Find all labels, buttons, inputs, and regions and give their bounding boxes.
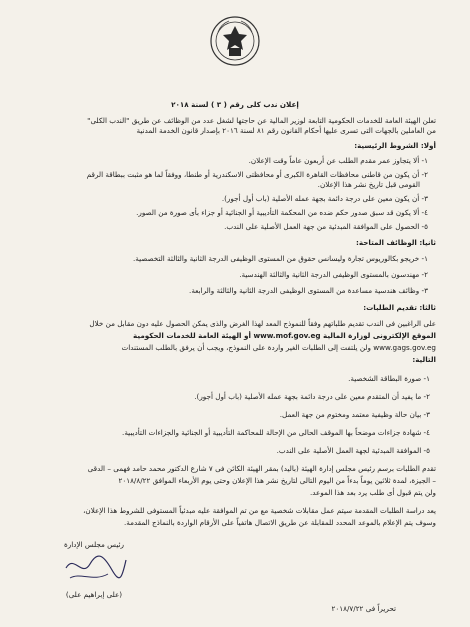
date-line: تحريراً فى ٢٠١٨/٧/٢٢	[331, 604, 396, 613]
section-title: ثانيا: الوظائف المتاحة:	[355, 238, 436, 247]
announcement-title: إعلان ندب كلى رقم ( ٣ ) لسنة ٢٠١٨	[171, 100, 299, 109]
list-item: ٢- ما يفيد أن المتقدم معين على درجة دائمة بجهة عمله الأصلية (باب أول أجور).	[194, 392, 430, 401]
list-item: ٣- بيان حالة وظيفية معتمد ومختوم من جهة العمل.	[279, 410, 430, 419]
list-item: ٢- أن يكون من قاطنى محافظات القاهرة الكبرى أو محافظتى الاسكندرية أو طنطا، ووفقاً لما هو مثبت ببطاقة الرقم	[86, 170, 428, 179]
list-item: ٤- شهادة جزاءات موضحاً بها الموقف الحالى من الإحالة للمحاكمة التأديبية أو الجنائية والجزاءات التأديبية.	[122, 428, 430, 437]
body-line: على الراغبين فى الندب تقديم طلباتهم وفقاً للنموذج المعد لهذا الغرض والذى يمكن الحصول عليه دون مقابل من خلال	[89, 319, 436, 328]
list-item: ٢- مهندسون بالمستوى الوظيفى الدرجة الثانية والثالثة الهندسية.	[239, 270, 428, 279]
body-line: التالية:	[412, 355, 436, 364]
signature-role: رئيس مجلس الإدارة	[64, 540, 124, 549]
signature-name: (على إبراهيم على)	[65, 590, 123, 599]
intro-line: من العاملين بالجهات التى تسرى عليها أحكام القانون رقم ٨١ لسنة ٢٠١٦ بإصدار قانون الخدمة المدنية	[136, 126, 436, 135]
list-item: ٣- أن يكون معين على درجة دائمة بجهة عمله الأصلية (باب أول أجور).	[221, 194, 428, 203]
list-item: ١- صورة البطاقة الشخصية.	[348, 374, 430, 383]
intro-line: تعلن الهيئة العامة للخدمات الحكومية التابعة لوزير المالية عن حاجتها لشغل عدد من الوظائف عن طريق "الندب الكلى"	[87, 116, 436, 125]
list-item: ٣- وظائف هندسية مساعدة من المستوى الوظيفى الدرجة الثانية والثالثة والرابعة.	[189, 286, 428, 295]
list-item: ١- خريجو بكالوريوس تجارة وليسانس حقوق من المستوى الوظيفى الدرجة الثانية والثالثة التخصصية.	[133, 254, 428, 263]
handwritten-signature	[60, 548, 130, 588]
section-title: أولا: الشروط الرئيسية:	[354, 141, 436, 150]
body-line: الموقع الإلكترونى لوزارة المالية www.mof.gov.eg أو الهيئة العامة للخدمات الحكومية	[133, 331, 436, 340]
emblem-logo	[209, 14, 261, 68]
body-line: وسوف يتم الإعلام بالموعد المحدد للمقابلة عن طريق الاتصال هاتفياً على الأرقام الواردة بالنماذج المقدمة.	[123, 518, 436, 527]
body-line: www.gags.gov.eg ولن يلتفت إلى الطلبات الغير واردة على النموذج، ويجب أن يرفق بالطلب المستندات	[121, 343, 436, 352]
body-line: – الجيزة، لمدة ثلاثين يوماً بدءاً من اليوم التالى لتاريخ نشر هذا الإعلان وحتى يوم الأربعاء الموافق ٢٠١٨/٨/٢٢	[118, 476, 436, 485]
list-item: ١- ألا يتجاوز عمر مقدم الطلب عن أربعون عاماً وقت الإعلان.	[248, 156, 428, 165]
body-line: تقدم الطلبات برسم رئيس مجلس إدارة الهيئة (باليد) بمقر الهيئة الكائن فى ٧ شارع الدكتور محمد حامد فهمى – الدقى	[87, 464, 436, 473]
list-item: ٥- الحصول على الموافقة المبدئية من جهة العمل الأصلية على الندب.	[224, 222, 428, 231]
body-line: يعد دراسة الطلبات المقدمة سيتم عمل مقابلات شخصية مع من تم الموافقة عليه مبدئياً المستوفى للشروط هذا الإعلان،	[83, 506, 436, 515]
section-title: ثالثا: تقديم الطلبات:	[363, 303, 436, 312]
list-item: القومى قبل تاريخ نشر هذا الإعلان.	[317, 180, 420, 189]
list-item: ٤- ألا يكون قد سبق صدور حكم ضده من المحكمة التأديبية أو الجنائية أو جزاء بأى صورة من الصور.	[136, 208, 428, 217]
list-item: ٥- الموافقة المبدئية لجهة العمل الأصلية على الندب.	[276, 446, 430, 455]
body-line: ولن يتم قبول أى طلب يرد بعد هذا الموعد.	[309, 488, 436, 497]
